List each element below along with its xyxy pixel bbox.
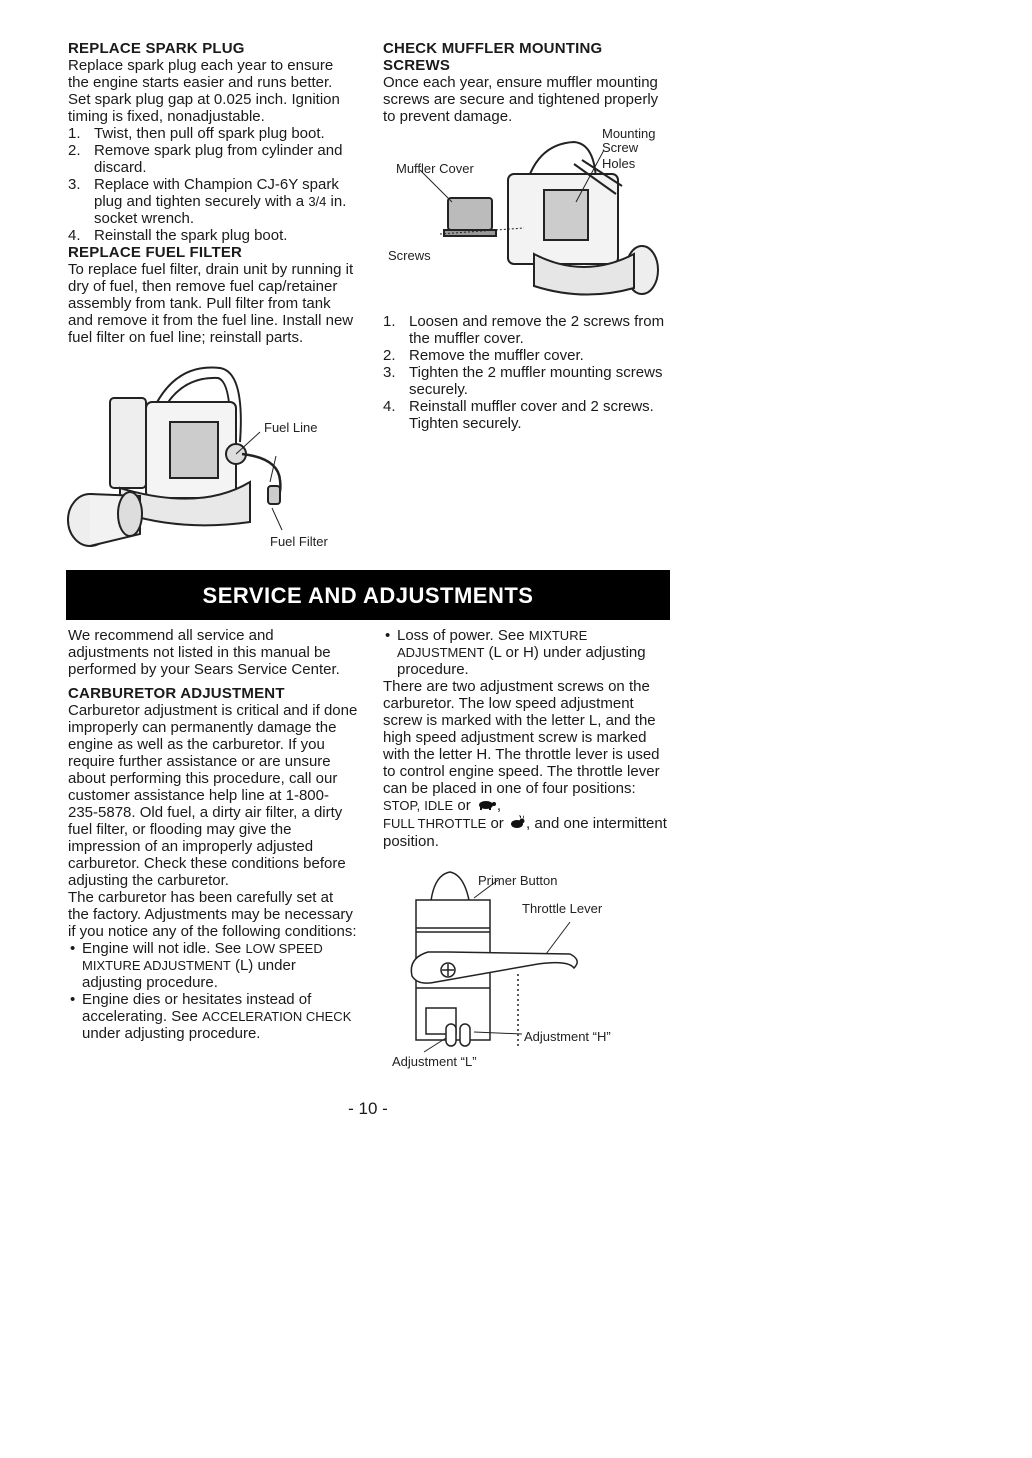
primer-button-label: Primer Button — [478, 873, 558, 888]
list-item: 3. Tighten the 2 muffler mounting screws securely. — [383, 364, 663, 398]
list-item: 4. Reinstall muffler cover and 2 screws. Tighten securely. — [383, 398, 654, 432]
list-item: 4. Reinstall the spark plug boot. — [68, 227, 288, 244]
list-item: 1. Twist, then pull off spark plug boot. — [68, 125, 325, 142]
carburetor-para2: The carburetor has been carefully set at the factory. Adjustments may be necessary if you notice any of the following conditions: — [68, 889, 357, 940]
adjustment-l-label: Adjustment “L” — [392, 1054, 477, 1069]
rabbit-icon — [508, 815, 526, 833]
list-item: 2. Remove the muffler cover. — [383, 347, 584, 364]
holes-label: Holes — [602, 156, 636, 171]
fuel-filter-heading: REPLACE FUEL FILTER — [68, 244, 243, 261]
carburetor-para1: Carburetor adjustment is critical and if done improperly can permanently damage the engine as well as the carburetor. If you require further assistance or are unsure about performing this procedure, call our customer assistance help line at 1-800-235-5878. Old fuel, a dirty air filter, a dirty fuel filter, or flooding may give the impression of an improperly adjusted carburetor. Check these conditions before adjusting the carburetor. — [68, 702, 358, 889]
page-number: - 10 - — [348, 1099, 388, 1118]
service-intro: We recommend all service and adjustments not listed in this manual be performed by your Sears Service Center. — [68, 627, 340, 678]
muffler-intro: Once each year, ensure muffler mounting screws are secure and tightened properly to prevent damage. — [383, 74, 659, 125]
spark-plug-section — [68, 40, 358, 346]
spark-plug-heading: REPLACE SPARK PLUG — [68, 40, 245, 57]
screws-label: Screws — [388, 248, 431, 263]
carburetor-continued — [383, 627, 668, 850]
muffler-steps-section — [383, 313, 668, 432]
spark-plug-intro: Replace spark plug each year to ensure the engine starts easier and runs better. Set spark plug gap at 0.025 inch. Ignition timing is fixed, nonadjustable. — [68, 57, 340, 125]
muffler-steps — [383, 313, 668, 432]
carburetor-figure — [388, 868, 668, 1073]
list-item: 2. Remove spark plug from cylinder and discard. — [68, 142, 343, 176]
fuel-filter-body: To replace fuel filter, drain unit by running it dry of fuel, then remove fuel cap/retainer assembly from tank. Pull filter from tank and remove it from the fuel line. Install new fuel filter on fuel line; reinstall parts. — [68, 261, 354, 346]
mounting-label: Mounting — [602, 126, 656, 141]
fuel-filter-figure — [60, 362, 350, 562]
muffler-section — [383, 40, 673, 125]
throttle-lever-label: Throttle Lever — [522, 901, 603, 916]
carburetor-heading: CARBURETOR ADJUSTMENT — [68, 685, 285, 702]
service-section — [68, 627, 358, 1042]
fuel-line-label: Fuel Line — [264, 420, 318, 435]
screw-label: Screw — [602, 140, 639, 155]
muffler-heading: CHECK MUFFLER MOUNTING SCREWS — [383, 40, 603, 74]
blower-illustration — [60, 362, 350, 562]
spark-plug-steps — [68, 125, 358, 244]
adjustment-h-label: Adjustment “H” — [524, 1029, 611, 1044]
muffler-figure — [384, 124, 666, 308]
list-item: • Engine dies or hesitates instead of accelerating. See ACCELERATION CHECK under adjusting procedure. — [68, 991, 358, 1042]
banner-title: SERVICE AND ADJUSTMENTS — [202, 582, 534, 608]
list-item: 1. Loosen and remove the 2 screws from the muffler cover. — [383, 313, 665, 347]
section-banner — [66, 570, 670, 620]
list-item: 3. Replace with Champion CJ-6Y spark plug and tighten securely with a 3/4 in. socket wrench. — [68, 176, 347, 227]
turtle-icon — [475, 798, 497, 815]
list-item: • Engine will not idle. See LOW SPEED MIXTURE ADJUSTMENT (L) under adjusting procedure. — [68, 940, 358, 991]
list-item: • Loss of power. See MIXTURE ADJUSTMENT (L or H) under adjusting procedure. — [383, 627, 668, 678]
muffler-cover-label: Muffler Cover — [396, 161, 474, 176]
conditions-list-continued — [383, 627, 668, 678]
carburetor-para3: There are two adjustment screws on the carburetor. The low speed adjustment screw is marked with the letter L, and the high speed adjustment screw is marked with the letter H. The throttle lever is used to control engine speed. The throttle lever can be placed in one of four positions: STOP, IDLE or , FULL THROTTLE or , and one intermittent position. — [383, 678, 667, 850]
fuel-filter-label: Fuel Filter — [270, 534, 328, 549]
conditions-list — [68, 940, 358, 1042]
